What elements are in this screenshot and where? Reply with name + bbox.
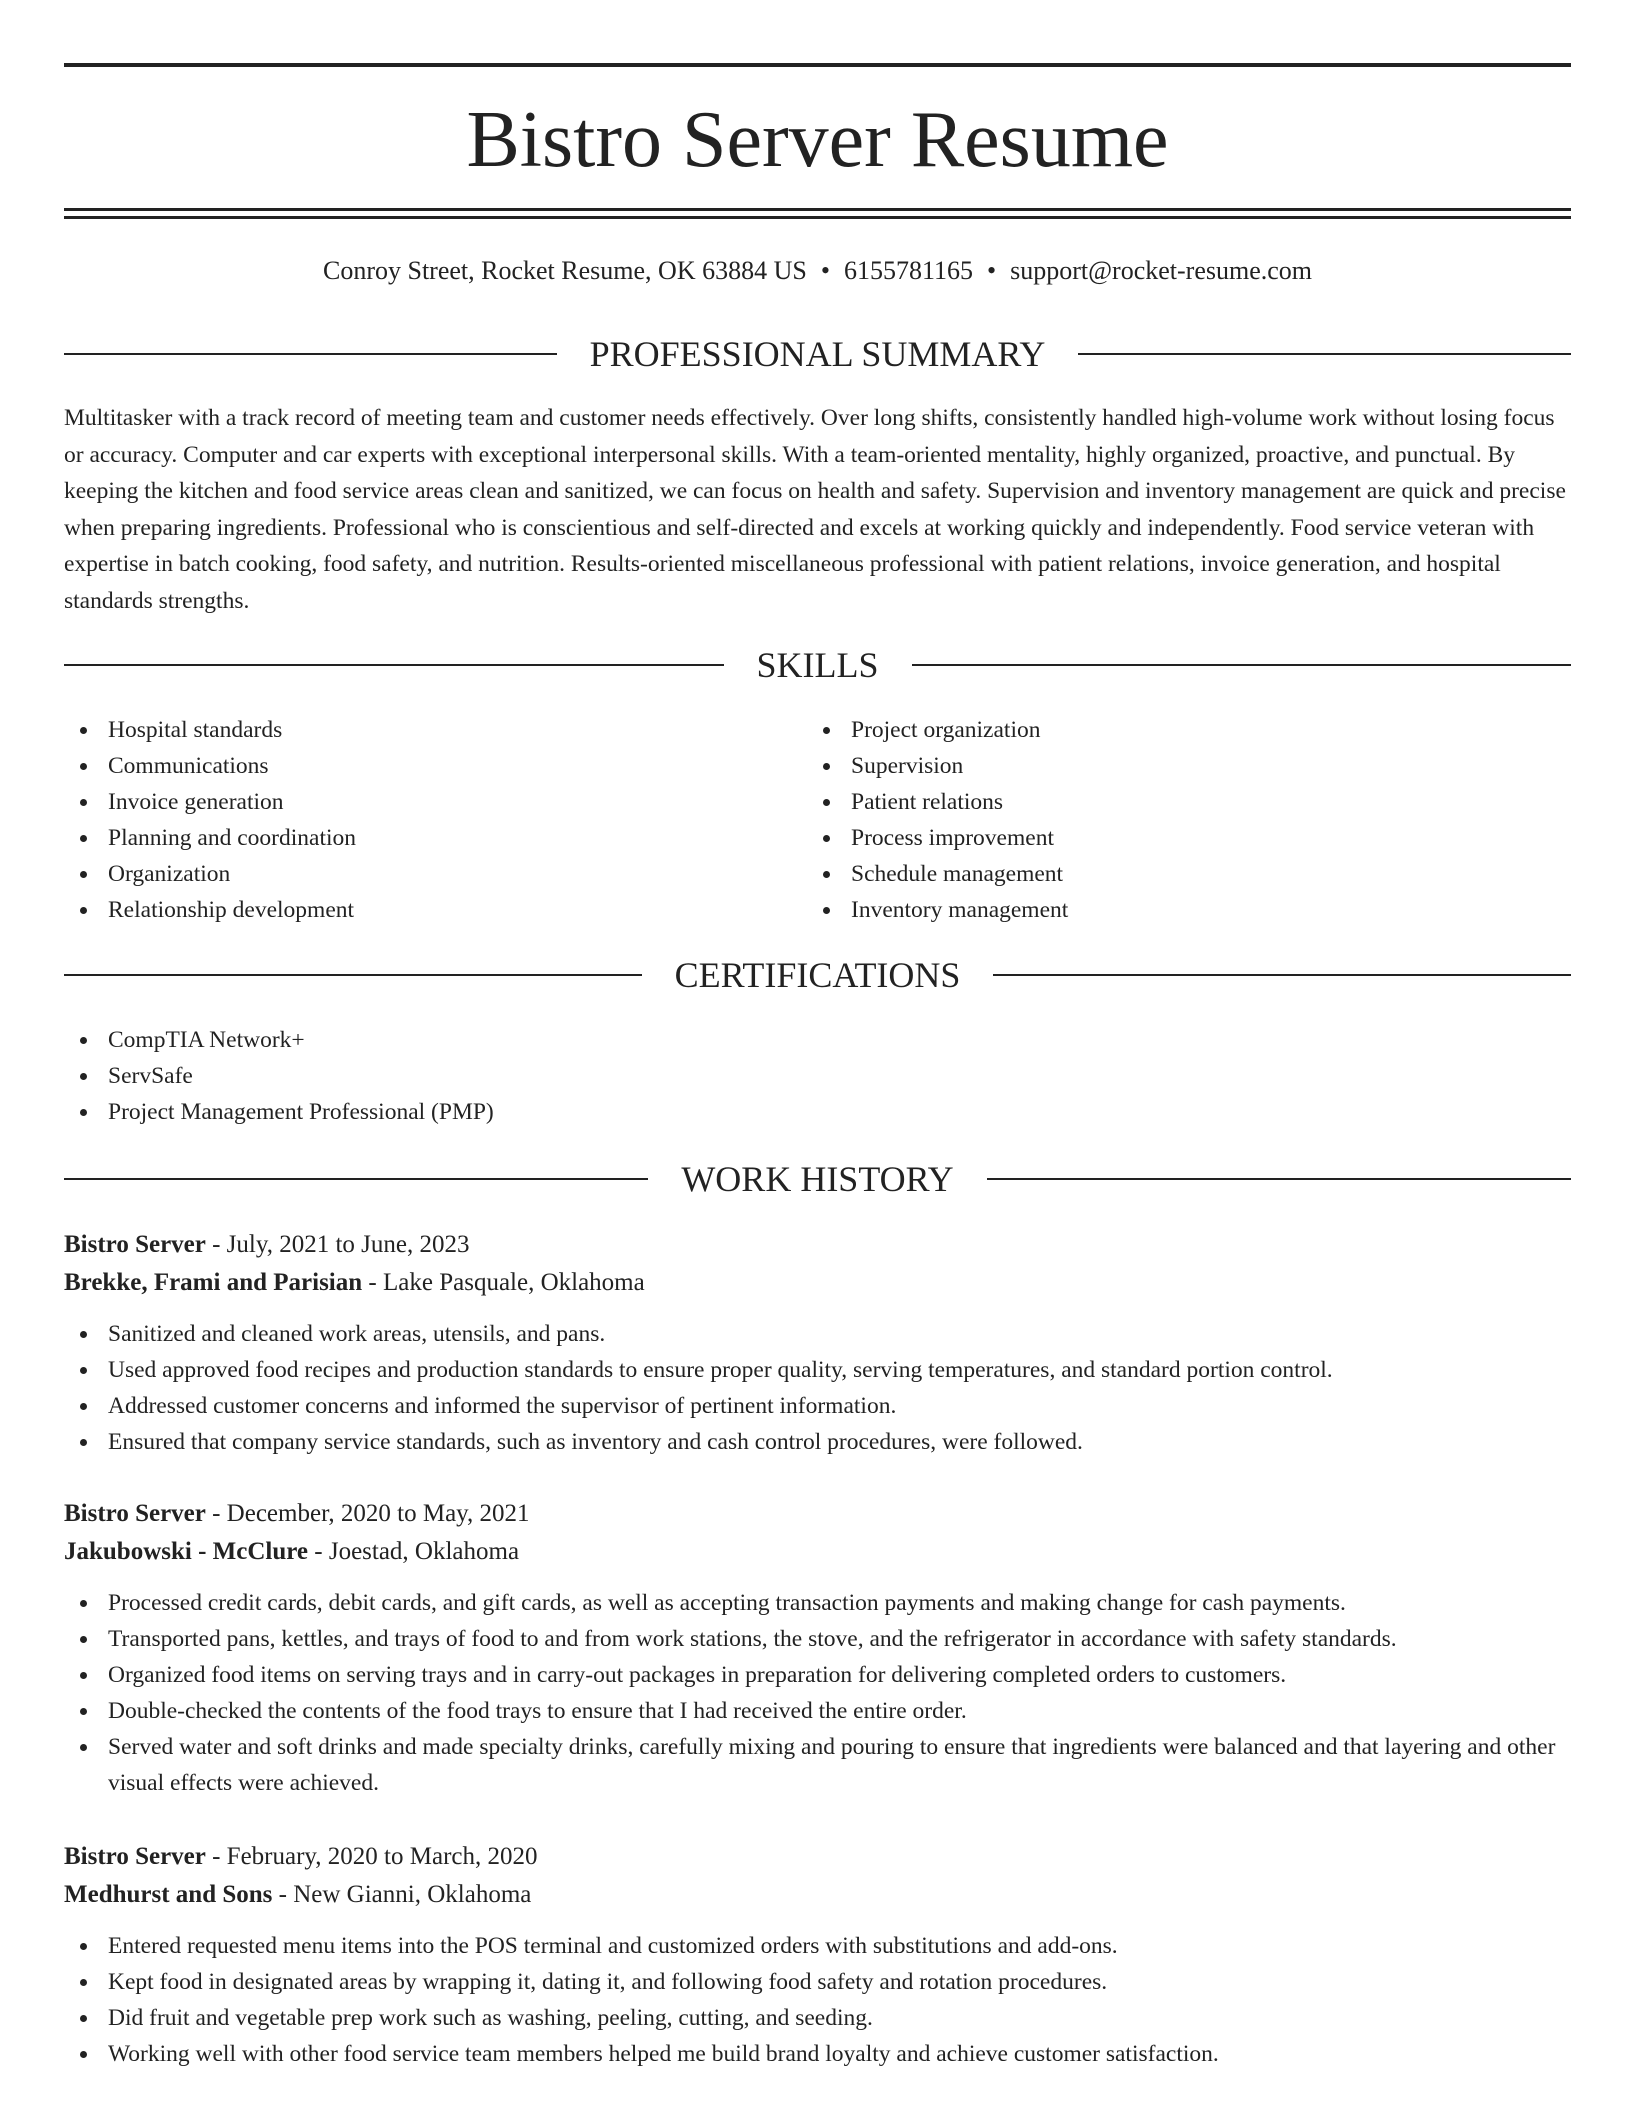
job-duty: Did fruit and vegetable prep work such as washing, peeling, cutting, and seeding.	[64, 2000, 1571, 2036]
contact-line	[64, 253, 1571, 289]
resume-title: Bistro Server Resume	[466, 96, 1169, 184]
title-rule-lower	[64, 216, 1571, 219]
job-dates: - July, 2021 to June, 2023	[205, 1231, 470, 1258]
heading-rule	[64, 974, 642, 976]
section-title: PROFESSIONAL SUMMARY	[589, 334, 1046, 374]
job-entry	[64, 1495, 1571, 1801]
skill-item: Hospital standards	[64, 712, 764, 748]
job-duty: Organized food items on serving trays and in carry-out packages in preparation for delivering completed orders to customers.	[64, 1657, 1571, 1693]
title-rule-upper	[64, 208, 1571, 211]
top-rule	[64, 63, 1571, 67]
job-location: - Joestad, Oklahoma	[308, 1538, 520, 1565]
heading-rule	[64, 664, 724, 666]
skill-item: Project organization	[807, 712, 1507, 748]
section-heading-skills	[64, 643, 1571, 687]
job-company-line	[64, 1264, 1571, 1302]
certification-item: Project Management Professional (PMP)	[64, 1094, 1064, 1130]
job-company: Medhurst and Sons	[64, 1881, 273, 1908]
skill-item: Communications	[64, 748, 764, 784]
job-duty: Working well with other food service team members helped me build brand loyalty and achieve customer satisfaction.	[64, 2036, 1571, 2072]
contact-separator: •	[820, 256, 830, 285]
skill-item: Planning and coordination	[64, 820, 764, 856]
heading-rule	[1078, 353, 1571, 355]
summary-text: Multitasker with a track record of meeting team and customer needs effectively. Over long shifts, consistently handled high-volume work without losing focus or accuracy. Computer and car experts with exceptional interpersonal skills. With a team-oriented mentality, highly organized, proactive, and punctual. By keeping the kitchen and food service areas clean and sanitized, we can focus on health and safety. Supervision and inventory management are quick and precise when preparing ingredients. Professional who is conscientious and self-directed and excels at working quickly and independently. Food service veteran with expertise in batch cooking, food safety, and nutrition. Results-oriented miscellaneous professional with patient relations, invoice generation, and hospital standards strengths.	[64, 405, 1566, 614]
job-duty: Processed credit cards, debit cards, and gift cards, as well as accepting transaction payments and making change for cash payments.	[64, 1585, 1571, 1621]
section-title: SKILLS	[756, 645, 879, 685]
job-title: Bistro Server	[64, 1500, 206, 1527]
job-location: - New Gianni, Oklahoma	[272, 1881, 532, 1908]
job-company: Brekke, Frami and Parisian	[64, 1269, 363, 1296]
certification-item: ServSafe	[64, 1058, 1064, 1094]
certification-item: CompTIA Network+	[64, 1022, 1064, 1058]
section-heading-work-history	[64, 1157, 1571, 1201]
job-company-line	[64, 1876, 1571, 1914]
job-location: - Lake Pasquale, Oklahoma	[362, 1269, 645, 1296]
contact-phone: 6155781165	[843, 256, 973, 285]
job-duties-list	[64, 1585, 1571, 1801]
job-company-line	[64, 1533, 1571, 1571]
skill-item: Inventory management	[807, 892, 1507, 928]
job-duty: Double-checked the contents of the food trays to ensure that I had received the entire order.	[64, 1693, 1571, 1729]
skill-item: Supervision	[807, 748, 1507, 784]
heading-rule	[64, 353, 557, 355]
job-title-line	[64, 1226, 1571, 1264]
job-entry	[64, 1226, 1571, 1460]
skill-item: Organization	[64, 856, 764, 892]
heading-rule	[64, 1178, 648, 1180]
job-title-line	[64, 1838, 1571, 1876]
skill-item: Process improvement	[807, 820, 1507, 856]
job-entry	[64, 1838, 1571, 2072]
job-duty: Transported pans, kettles, and trays of food to and from work stations, the stove, and the refrigerator in accordance with safety standards.	[64, 1621, 1571, 1657]
job-dates: - February, 2020 to March, 2020	[205, 1843, 538, 1870]
job-duties-list	[64, 1928, 1571, 2072]
contact-separator: •	[986, 256, 997, 285]
job-duty: Entered requested menu items into the POS terminal and customized orders with substitutions and add-ons.	[64, 1928, 1571, 1964]
skills-list-right	[807, 712, 1507, 928]
job-duty: Kept food in designated areas by wrapping it, dating it, and following food safety and rotation procedures.	[64, 1964, 1571, 2000]
contact-address: Conroy Street, Rocket Resume, OK 63884 US	[322, 256, 807, 285]
section-title: CERTIFICATIONS	[674, 955, 961, 995]
job-dates: - December, 2020 to May, 2021	[205, 1500, 530, 1527]
skill-item: Invoice generation	[64, 784, 764, 820]
job-duty: Served water and soft drinks and made specialty drinks, carefully mixing and pouring to ensure that ingredients were balanced and that layering and other visual effects were achieved.	[64, 1729, 1571, 1801]
skills-list-left	[64, 712, 764, 928]
skill-item: Patient relations	[807, 784, 1507, 820]
skill-item: Relationship development	[64, 892, 764, 928]
job-company: Jakubowski - McClure	[64, 1538, 309, 1565]
job-duties-list	[64, 1316, 1571, 1460]
contact-email: support@rocket-resume.com	[1010, 256, 1313, 285]
job-title: Bistro Server	[64, 1843, 206, 1870]
job-duty: Addressed customer concerns and informed the supervisor of pertinent information.	[64, 1388, 1571, 1424]
skill-item: Schedule management	[807, 856, 1507, 892]
section-heading-certifications	[64, 953, 1571, 997]
job-duty: Used approved food recipes and production standards to ensure proper quality, serving temperatures, and standard portion control.	[64, 1352, 1571, 1388]
heading-rule	[987, 1178, 1571, 1180]
job-duty: Ensured that company service standards, such as inventory and cash control procedures, were followed.	[64, 1424, 1571, 1460]
job-duty: Sanitized and cleaned work areas, utensils, and pans.	[64, 1316, 1571, 1352]
heading-rule	[993, 974, 1571, 976]
section-heading-summary	[64, 332, 1571, 376]
job-title: Bistro Server	[64, 1231, 206, 1258]
section-title: WORK HISTORY	[681, 1159, 954, 1199]
certifications-list	[64, 1022, 1064, 1130]
job-title-line	[64, 1495, 1571, 1533]
heading-rule	[912, 664, 1572, 666]
